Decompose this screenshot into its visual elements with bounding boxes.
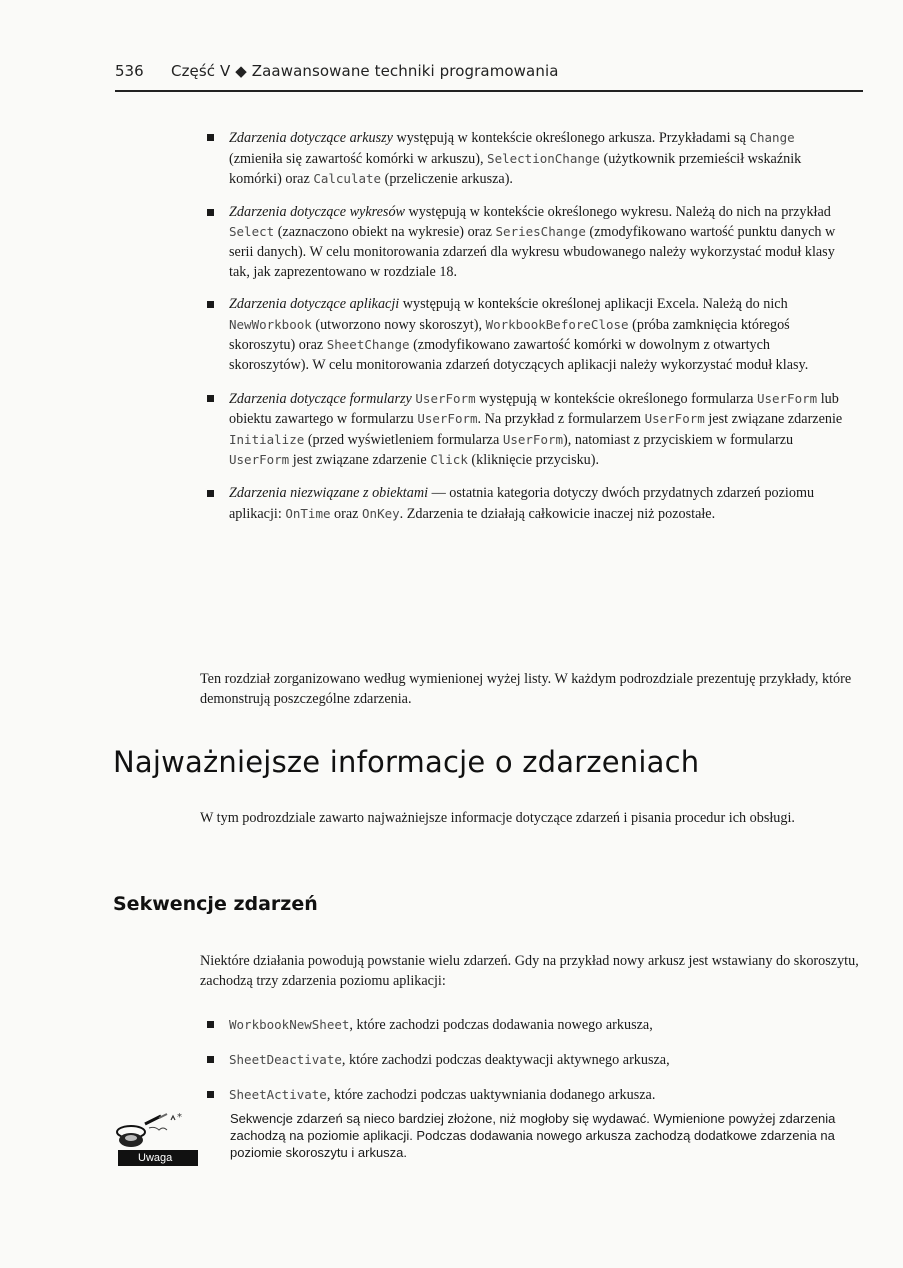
running-title: Część V ◆ Zaawansowane techniki programowania <box>171 62 559 80</box>
code-term: SheetChange <box>326 337 410 353</box>
item-text: (przeliczenie arkusza). <box>381 171 513 188</box>
code-term: OnKey <box>362 505 400 521</box>
code-term: Calculate <box>313 171 382 187</box>
item-lead: Zdarzenia dotyczące aplikacji <box>229 296 400 313</box>
code-term: UserForm <box>756 390 818 406</box>
list-item <box>205 1050 845 1085</box>
item-text: (zmodyfikowano wartość punktu danych w serii danych). W celu monitorowania zdarzeń dla wykresu wbudowanego należy wykorzystać moduł klasy tak, jak zaprezentowano w rozdziale 18. <box>229 224 836 280</box>
list-item <box>205 128 845 190</box>
code-term: UserForm <box>417 411 478 427</box>
bullet-icon <box>207 1056 214 1063</box>
code-term: WorkbookNewSheet <box>229 1017 350 1032</box>
code-term: OnTime <box>285 505 331 521</box>
code-term: Click <box>430 452 468 468</box>
event-category-list <box>205 128 845 537</box>
code-term: UserForm <box>229 452 290 468</box>
subsection-paragraph: Niektóre działania powodują powstanie wielu zdarzeń. Gdy na przykład nowy arkusz jest wstawiany do skoroszytu, zachodzą trzy zdarzenia poziomu aplikacji: <box>200 953 859 989</box>
code-term: UserForm <box>415 390 476 406</box>
item-text: . Zdarzenia te działają całkowicie inaczej niż pozostałe. <box>399 505 716 522</box>
intro-paragraph: Ten rozdział zorganizowano według wymienionej wyżej listy. W każdym podrozdziale prezentuję przykłady, które demonstrują poszczególne zdarzenia. <box>200 671 852 707</box>
item-text: (zmodyfikowano zawartość komórki w dowolnym z otwartych skoroszytów). W celu monitorowania zdarzeń dotyczących aplikacji należy wykorzystać moduł klasy. <box>229 337 809 373</box>
code-term: Select <box>229 224 275 240</box>
list-item <box>205 484 845 524</box>
item-text: (zmieniła się zawartość komórki w arkuszu), <box>229 150 488 167</box>
code-term: Change <box>749 130 795 145</box>
section-paragraph: W tym podrozdziale zawarto najważniejsze informacje dotyczące zdarzeń i pisania procedur ich obsługi. <box>200 810 795 826</box>
item-text: ), natomiast z przyciskiem w formularzu <box>563 431 794 448</box>
item-lead: Zdarzenia dotyczące formularzy <box>229 390 412 407</box>
code-term: SheetDeactivate <box>229 1052 342 1067</box>
item-text: . Na przykład z formularzem <box>477 411 645 428</box>
bullet-icon <box>207 1021 214 1028</box>
bullet-icon <box>207 395 214 402</box>
code-term: WorkbookBeforeClose <box>485 316 629 332</box>
item-text: jest związane zdarzenie <box>289 452 431 469</box>
item-text: , które zachodzi podczas deaktywacji aktywnego arkusza, <box>341 1052 670 1068</box>
code-term: Initialize <box>229 431 305 447</box>
bullet-icon <box>207 209 214 216</box>
note-text: Sekwencje zdarzeń są nieco bardziej złożone, niż mogłoby się wydawać. Wymienione powyżej zdarzenia zachodzą na poziomie aplikacji. Podczas dodawania nowego arkusza zachodzą dodatkowe zdarzenia na poziomie skoroszytu i arkusza. <box>230 1111 836 1160</box>
event-sequence-list <box>205 1015 845 1120</box>
code-term: SelectionChange <box>487 150 600 166</box>
subsection-heading: Sekwencje zdarzeń <box>113 893 318 915</box>
item-text: oraz <box>330 505 363 522</box>
item-lead: Zdarzenia niezwiązane z obiektami <box>229 484 429 501</box>
list-item <box>205 1015 845 1050</box>
bullet-icon <box>207 1091 214 1098</box>
note-label: Uwaga <box>118 1150 198 1166</box>
item-text: (próba zamknięcia któregoś skoroszytu) oraz <box>229 316 790 354</box>
item-text: występują w kontekście określonego formularza <box>475 390 757 407</box>
code-term: UserForm <box>644 411 705 427</box>
list-item <box>205 389 845 471</box>
item-text: (użytkownik przemieścił wskaźnik komórki) oraz <box>229 150 802 188</box>
item-text: (kliknięcie przycisku). <box>467 452 600 469</box>
item-text: — ostatnia kategoria dotyczy dwóch przydatnych zdarzeń poziomu aplikacji: <box>229 484 815 522</box>
item-text: (zaznaczono obiekt na wykresie) oraz <box>274 224 496 241</box>
code-term: NewWorkbook <box>229 316 312 332</box>
page-number: 536 <box>115 62 144 80</box>
code-term: SheetActivate <box>229 1087 327 1102</box>
item-text: , które zachodzi podczas uaktywniania dodanego arkusza. <box>326 1087 656 1103</box>
bullet-icon <box>207 301 214 308</box>
code-term: UserForm <box>502 431 564 447</box>
item-lead: Zdarzenia dotyczące wykresów <box>229 203 405 220</box>
list-item <box>205 203 845 282</box>
item-text: (utworzono nowy skoroszyt), <box>311 316 486 333</box>
svg-text:*: * <box>177 1112 182 1123</box>
bullet-icon <box>207 134 214 141</box>
code-term: SeriesChange <box>495 224 586 240</box>
item-text: , które zachodzi podczas dodawania nowego arkusza, <box>349 1017 653 1033</box>
item-text: występują w kontekście określonej aplikacji Excela. Należą do nich <box>399 296 788 313</box>
item-text: jest związane zdarzenie <box>704 411 843 428</box>
bullet-icon <box>207 490 214 497</box>
item-lead: Zdarzenia dotyczące arkuszy <box>229 130 393 146</box>
item-text: (przed wyświetleniem formularza <box>304 431 503 448</box>
item-text: lub obiektu zawartego w formularzu <box>229 390 839 428</box>
item-text: występują w kontekście określonego arkusza. Przykładami są <box>392 130 750 146</box>
list-item <box>205 295 845 375</box>
header-rule <box>115 90 863 92</box>
item-text: występują w kontekście określonego wykresu. Należą do nich na przykład <box>405 203 831 220</box>
section-heading: Najważniejsze informacje o zdarzeniach <box>113 745 700 779</box>
